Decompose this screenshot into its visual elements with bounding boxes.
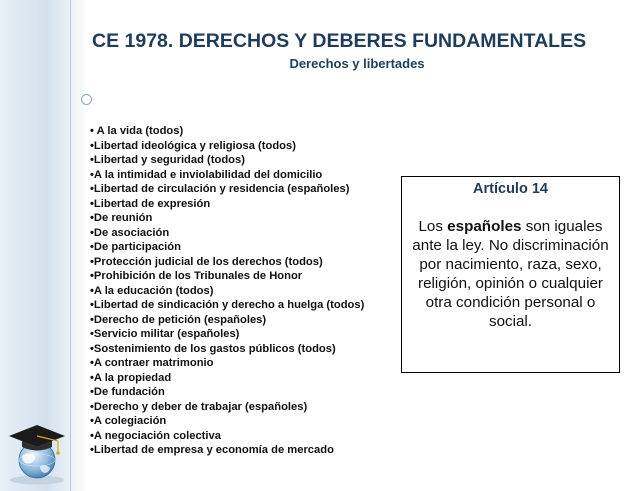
- article-14-box: [401, 176, 620, 373]
- list-item: •A negociación colectiva: [90, 429, 221, 442]
- list-item: •De asociación: [90, 226, 170, 239]
- list-item: •Libertad de expresión: [90, 197, 211, 210]
- band-divider-line: [70, 0, 71, 491]
- band-circle-ornament: [81, 94, 92, 105]
- list-item: •De participación: [90, 241, 181, 253]
- list-item: •Libertad de sindicación y derecho a huelga (todos): [90, 299, 365, 311]
- list-item: •A contraer matrimonio: [90, 357, 214, 369]
- list-item: • A la vida (todos): [90, 125, 184, 137]
- list-item: •Servicio militar (españoles): [90, 328, 240, 340]
- slide-title: CE 1978. DERECHOS Y DEBERES FUNDAMENTALES: [92, 30, 587, 52]
- list-item: •Sostenimiento de los gastos públicos (todos): [90, 342, 336, 355]
- rights-list: [90, 124, 364, 458]
- list-item: •De reunión: [90, 212, 153, 224]
- list-item: •Protección judicial de los derechos (todos): [90, 255, 323, 268]
- list-item: •A colegiación: [90, 415, 167, 427]
- article-text: [402, 217, 619, 331]
- list-item: •A la intimidad e inviolabilidad del domicilio: [90, 168, 323, 181]
- article-text-end: son iguales ante la ley. No discriminación por nacimiento, raza, sexo, religión, opinión o cualquier otra condición personal o social.: [412, 218, 609, 330]
- list-item: •Libertad de circulación y residencia (españoles): [90, 183, 350, 195]
- list-item: •Prohibición de los Tribunales de Honor: [90, 270, 303, 282]
- list-item: •A la educación (todos): [90, 284, 214, 297]
- graduation-cap-globe-icon: [2, 420, 72, 486]
- list-item: •De fundación: [90, 386, 165, 398]
- article-text-start: Los: [418, 218, 448, 235]
- article-text-emphasis: españoles: [447, 218, 522, 235]
- list-item: •Libertad ideológica y religiosa (todos): [90, 139, 296, 152]
- list-item: •Derecho y deber de trabajar (españoles): [90, 400, 308, 413]
- list-item: •Libertad y seguridad (todos): [90, 154, 245, 166]
- list-item: •A la propiedad: [90, 371, 172, 384]
- article-title: Artículo 14: [473, 181, 548, 197]
- slide-subtitle: Derechos y libertades: [289, 56, 425, 71]
- left-decorative-band: [0, 0, 84, 491]
- list-item: •Libertad de empresa y economía de mercado: [90, 444, 334, 456]
- list-item: •Derecho de petición (españoles): [90, 313, 267, 326]
